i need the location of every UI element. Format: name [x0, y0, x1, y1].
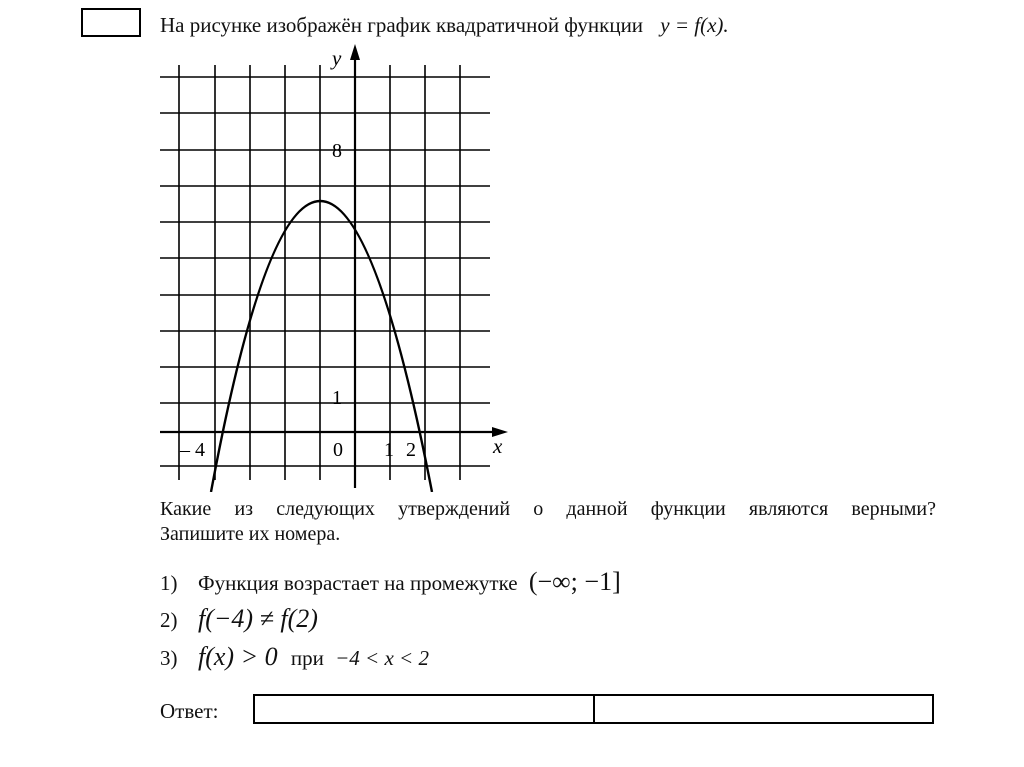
statement-1-number: 1) [160, 571, 178, 595]
answer-label: Ответ: [160, 699, 219, 723]
tick-label-y1: 1 [332, 387, 342, 409]
header-formula: y = f(x). [660, 13, 729, 37]
header-text: На рисунке изображён график квадратичной функции [160, 13, 644, 37]
question-line-2: Запишите их номера. [160, 523, 341, 545]
grid [160, 65, 490, 480]
question-line-1: Какие из следующих утверждений о данной функции являются верными? [160, 498, 936, 520]
statement-1-text: Функция возрастает на промежутке [198, 571, 518, 595]
statement-1-math: (−∞; −1] [528, 567, 621, 596]
y-axis-label: y [332, 46, 342, 70]
answer-cell-2[interactable] [593, 696, 933, 722]
tick-label-x2: 2 [406, 439, 416, 461]
y-axis-arrow [350, 44, 360, 60]
answer-field[interactable] [253, 694, 934, 724]
task-header [160, 13, 729, 38]
statement-3 [160, 642, 429, 672]
statement-3-number: 3) [160, 646, 178, 670]
answer-cell-1[interactable] [255, 696, 593, 722]
task-number-box [81, 8, 141, 37]
parabola-curve [211, 201, 432, 492]
question-text [160, 497, 936, 547]
statement-3-math-left: f(x) > 0 [198, 642, 278, 671]
statement-3-text: при [290, 646, 324, 670]
tick-label-x1: 1 [384, 439, 394, 461]
function-graph [150, 40, 510, 492]
x-axis-label: x [493, 434, 503, 458]
tick-label-origin: 0 [333, 439, 343, 461]
tick-label-y8: 8 [332, 140, 342, 162]
tick-label-x-minus4: – 4 [180, 439, 205, 461]
statement-1 [160, 567, 621, 597]
statement-2-number: 2) [160, 608, 178, 632]
statement-3-math-right: −4 < x < 2 [335, 646, 429, 670]
statement-2 [160, 604, 318, 634]
statement-2-math: f(−4) ≠ f(2) [198, 604, 318, 633]
